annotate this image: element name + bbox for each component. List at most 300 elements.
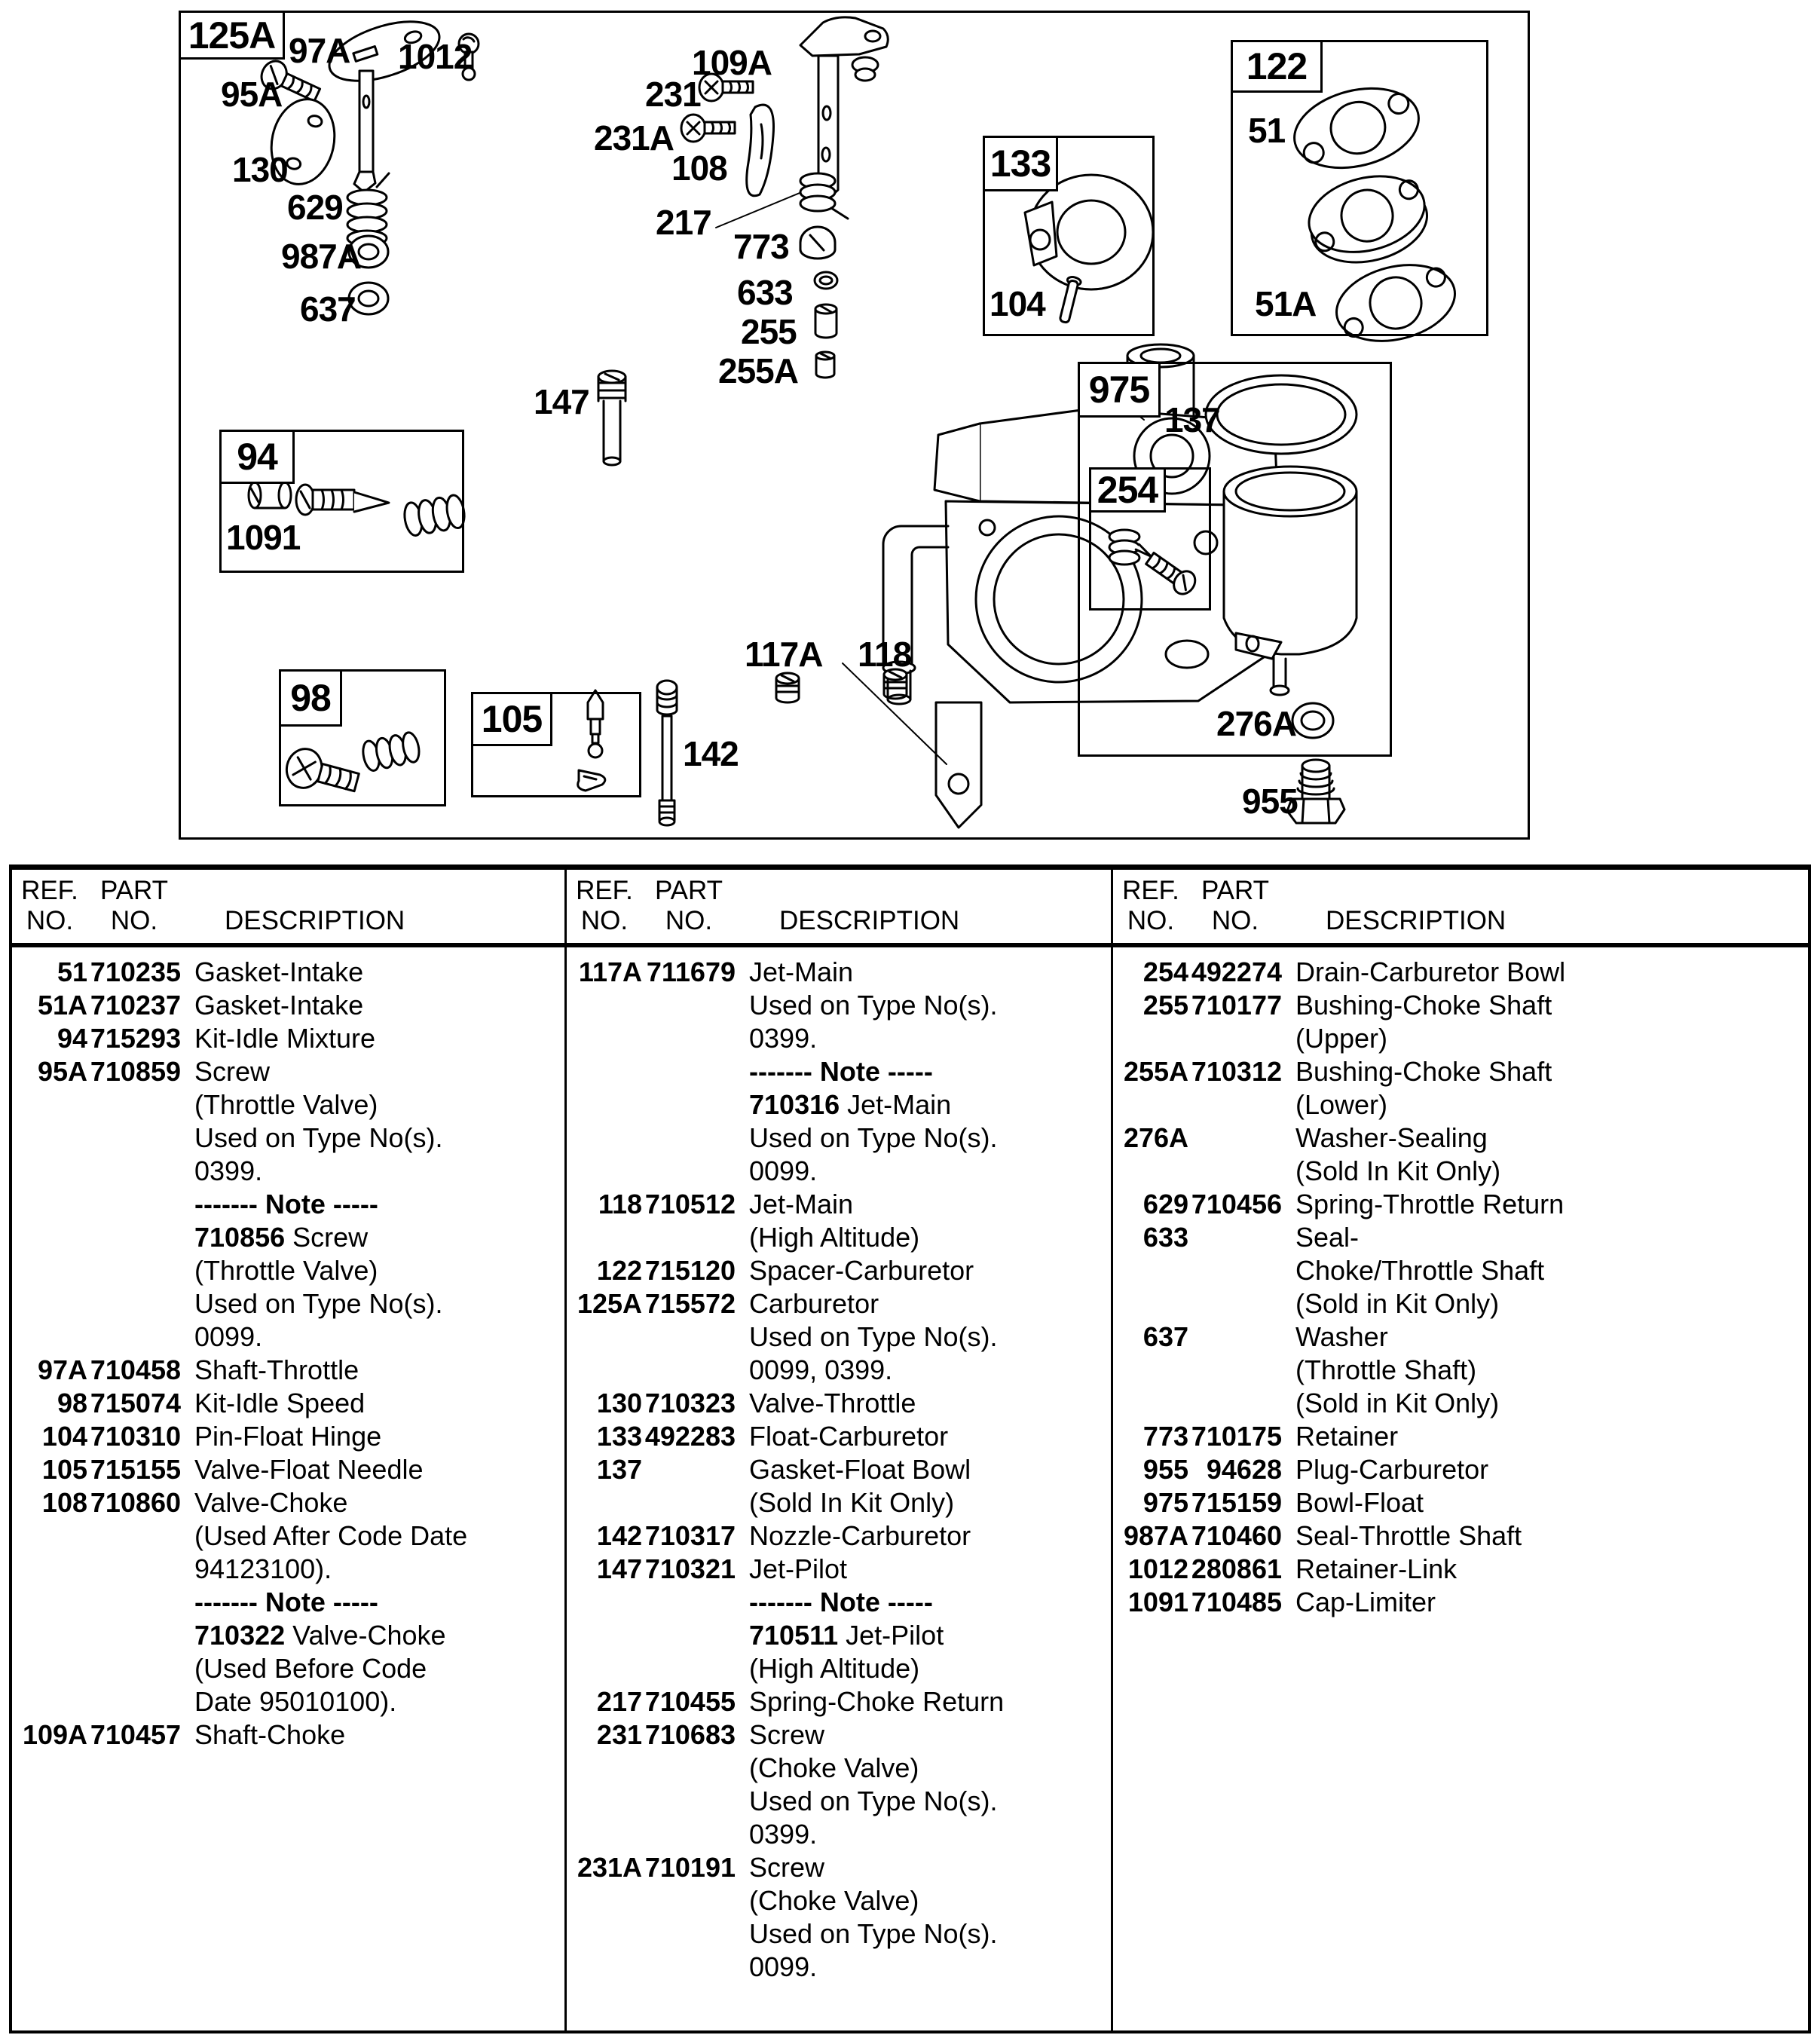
column-body (12, 936, 564, 1752)
description-cell: Jet-Pilot (749, 1553, 848, 1584)
table-row (567, 1320, 1111, 1354)
ref-no-cell: 147 (596, 1553, 642, 1584)
part-no-cell (1188, 1122, 1282, 1155)
header-description (181, 876, 564, 906)
table-row (567, 1088, 1111, 1122)
part-no-cell: 710683 (644, 1719, 736, 1750)
part-label-51: 51 (1248, 111, 1286, 150)
ref-no-cell (1113, 1155, 1188, 1188)
header-ref: NO. (580, 906, 629, 935)
description-cell: 0099. (749, 1155, 818, 1186)
description-cell: Bowl-Float (1295, 1487, 1424, 1518)
part-no-cell (87, 1553, 181, 1586)
ref-no-cell (12, 1155, 87, 1188)
description-cell: Seal-Throttle Shaft (1295, 1520, 1522, 1551)
description-cell: 0399. (194, 1155, 263, 1186)
part-no-cell (87, 1685, 181, 1718)
table-row (567, 1785, 1111, 1818)
part-no-cell (642, 1917, 736, 1951)
description-cell: Retainer (1295, 1421, 1399, 1452)
table-row (567, 1155, 1111, 1188)
table-row (567, 989, 1111, 1022)
description-bold-text: 710322 (194, 1620, 286, 1651)
description-cell: (Sold in Kit Only) (1295, 1288, 1500, 1319)
table-row (1113, 1320, 1808, 1354)
part-label-118: 118 (858, 635, 912, 674)
ref-no-cell (12, 1586, 87, 1619)
part-label-255A: 255A (718, 351, 798, 390)
description-cell: (High Altitude) (749, 1222, 920, 1253)
ref-no-cell (567, 1652, 642, 1685)
ref-no-cell: 217 (596, 1686, 642, 1717)
part-no-cell: 710457 (90, 1719, 181, 1750)
description-cell: Gasket-Float Bowl (749, 1454, 971, 1485)
description-cell: Gasket-Intake (194, 990, 364, 1021)
part-label-137: 137 (1164, 400, 1220, 439)
ref-no-cell (567, 989, 642, 1022)
ref-no-cell: 51A (37, 990, 87, 1021)
column-header-line (567, 876, 1111, 906)
ref-no-cell: 109A (22, 1719, 87, 1750)
table-row (12, 1619, 564, 1652)
part-label-231A: 231A (594, 118, 674, 158)
description-cell: Valve-Choke (194, 1487, 348, 1518)
part-label-51A: 51A (1255, 284, 1317, 323)
ref-no-cell: 1012 (1127, 1553, 1188, 1584)
table-row (12, 1320, 564, 1354)
part-no-cell: 710235 (90, 956, 181, 987)
part-no-cell (87, 1619, 181, 1652)
table-row (1113, 1287, 1808, 1320)
table-row (12, 1685, 564, 1718)
table-row (567, 1652, 1111, 1685)
part-no-cell: 710317 (644, 1520, 736, 1551)
part-no-cell: 715572 (644, 1288, 736, 1319)
table-row (12, 1387, 564, 1420)
table-row (567, 1752, 1111, 1785)
column-header (12, 870, 564, 936)
description-cell: Spacer-Carburetor (749, 1255, 974, 1286)
part-no-cell: 710860 (90, 1487, 181, 1518)
ref-no-cell (1113, 1287, 1188, 1320)
part-no-cell (642, 989, 736, 1022)
table-row (1113, 1453, 1808, 1486)
table-row (567, 1453, 1111, 1486)
part-no-cell: 715155 (90, 1454, 181, 1485)
description-cell: Drain-Carburetor Bowl (1295, 956, 1566, 987)
part-label-629: 629 (287, 188, 343, 227)
ref-no-cell (12, 1221, 87, 1254)
part-label-1091: 1091 (226, 518, 301, 557)
description-cell: Carburetor (749, 1288, 879, 1319)
description-cell: Bushing-Choke Shaft (1295, 990, 1552, 1021)
part-no-cell: 710485 (1191, 1587, 1282, 1617)
part-no-cell: 710237 (90, 990, 181, 1021)
part-no-cell (642, 1785, 736, 1818)
description-cell: 710511 Jet-Pilot (749, 1620, 944, 1651)
column-header-line (12, 906, 564, 936)
description-cell: (Throttle Valve) (194, 1255, 378, 1286)
description-cell: Screw (749, 1852, 825, 1883)
part-no-cell: 94628 (1206, 1454, 1282, 1485)
part-no-cell: 492283 (644, 1421, 736, 1452)
ref-no-cell (567, 1022, 642, 1055)
part-label-147: 147 (534, 382, 589, 421)
header-part: PART (1201, 876, 1270, 905)
description-cell: Used on Type No(s). (749, 990, 998, 1021)
description-cell: Retainer-Link (1295, 1553, 1458, 1584)
table-row (567, 1022, 1111, 1055)
ref-no-cell (12, 1320, 87, 1354)
description-cell: (High Altitude) (749, 1653, 920, 1684)
part-label-142: 142 (683, 734, 739, 773)
description-cell: Shaft-Choke (194, 1719, 346, 1750)
table-row (12, 956, 564, 989)
part-no-cell (642, 1320, 736, 1354)
part-no-cell (642, 1818, 736, 1851)
description-cell: Shaft-Throttle (194, 1354, 359, 1385)
table-row (12, 1652, 564, 1685)
ref-no-cell: 254 (1142, 956, 1188, 987)
group-box-number-98: 98 (279, 669, 342, 727)
part-no-cell: 710512 (644, 1189, 736, 1219)
part-no-cell (87, 1254, 181, 1287)
table-row (12, 1188, 564, 1221)
description-cell: Seal- (1295, 1222, 1360, 1253)
part-no-cell (642, 1221, 736, 1254)
part-label-95A: 95A (221, 75, 283, 114)
ref-no-cell (1113, 1254, 1188, 1287)
part-no-cell (87, 1088, 181, 1122)
ref-no-cell (567, 1155, 642, 1188)
group-box-number-105: 105 (471, 692, 552, 746)
table-row (1113, 1055, 1808, 1088)
ref-no-cell: 975 (1142, 1487, 1188, 1518)
ref-no-cell: 51 (57, 956, 87, 987)
table-row (12, 1354, 564, 1387)
table-row (567, 956, 1111, 989)
part-no-cell (642, 1055, 736, 1088)
description-cell (181, 1188, 564, 1221)
description-cell: (Upper) (1295, 1023, 1388, 1054)
description-cell: Date 95010100). (194, 1686, 397, 1717)
description-cell: Used on Type No(s). (749, 1321, 998, 1352)
ref-no-cell (12, 1122, 87, 1155)
description-cell: (Throttle Valve) (194, 1089, 378, 1120)
description-cell: Used on Type No(s). (194, 1288, 443, 1319)
column-header (1113, 870, 1808, 936)
ref-no-cell: 118 (598, 1189, 642, 1219)
description-cell: Bushing-Choke Shaft (1295, 1056, 1552, 1087)
table-row (12, 1718, 564, 1752)
ref-no-cell (1113, 1354, 1188, 1387)
header-part: NO. (1211, 906, 1259, 935)
table-row (1113, 1553, 1808, 1586)
part-no-cell (642, 1122, 736, 1155)
description-cell: Jet-Main (749, 956, 854, 987)
description-cell: Choke/Throttle Shaft (1295, 1255, 1545, 1286)
table-row (12, 1254, 564, 1287)
group-box-number-94: 94 (219, 430, 295, 484)
table-row (12, 1553, 564, 1586)
description-cell: Kit-Idle Mixture (194, 1023, 376, 1054)
part-no-cell: 710460 (1191, 1520, 1282, 1551)
ref-no-cell (12, 1254, 87, 1287)
table-column-2 (564, 870, 1111, 2030)
table-row (567, 1553, 1111, 1586)
description-cell: Spring-Choke Return (749, 1686, 1005, 1717)
table-row (567, 1122, 1111, 1155)
ref-no-cell (567, 1752, 642, 1785)
header-ref: REF. (576, 876, 633, 905)
ref-no-cell: 137 (596, 1454, 642, 1485)
part-label-987A: 987A (281, 237, 361, 276)
table-row (12, 989, 564, 1022)
table-row (1113, 1088, 1808, 1122)
ref-no-cell: 231 (596, 1719, 642, 1750)
description-cell: 0099. (194, 1321, 263, 1352)
ref-no-cell: 255A (1123, 1056, 1188, 1087)
part-no-cell (1188, 1354, 1282, 1387)
ref-no-cell (567, 1818, 642, 1851)
table-row (12, 1486, 564, 1519)
table-row (12, 1155, 564, 1188)
table-row (567, 1188, 1111, 1221)
table-row (1113, 1486, 1808, 1519)
column-header-line (1113, 876, 1808, 906)
table-row (12, 1088, 564, 1122)
ref-no-cell (567, 1917, 642, 1951)
ref-no-cell: 94 (57, 1023, 87, 1054)
ref-no-cell (567, 1951, 642, 1984)
description-cell: 710856 Screw (194, 1222, 369, 1253)
ref-no-cell: 98 (57, 1388, 87, 1418)
ref-no-cell: 117A (578, 956, 642, 987)
table-row (1113, 1420, 1808, 1453)
table-row (567, 1917, 1111, 1951)
table-header-separator (12, 943, 1808, 947)
part-no-cell (642, 1354, 736, 1387)
part-label-109A: 109A (692, 43, 772, 82)
description-cell: Washer-Sealing (1295, 1122, 1488, 1153)
part-no-cell: 710312 (1191, 1056, 1282, 1087)
table-row (1113, 1221, 1808, 1254)
header-description: DESCRIPTION (225, 906, 405, 935)
part-no-cell (1188, 1088, 1282, 1122)
table-row (567, 1519, 1111, 1553)
description-cell: Float-Carburetor (749, 1421, 949, 1452)
description-bold-text: ------- Note ----- (194, 1189, 378, 1219)
description-cell: Washer (1295, 1321, 1388, 1352)
ref-no-cell (567, 1619, 642, 1652)
ref-no-cell: 130 (596, 1388, 642, 1418)
part-no-cell: 710175 (1191, 1421, 1282, 1452)
description-cell: Plug-Carburetor (1295, 1454, 1489, 1485)
ref-no-cell: 133 (596, 1421, 642, 1452)
header-ref: NO. (26, 906, 74, 935)
column-header (567, 870, 1111, 936)
description-cell: Gasket-Intake (194, 956, 364, 987)
ref-no-cell (12, 1287, 87, 1320)
part-label-130: 130 (232, 150, 288, 189)
part-label-217: 217 (656, 203, 711, 242)
description-cell: 710322 Valve-Choke (194, 1620, 446, 1651)
description-cell: Used on Type No(s). (749, 1122, 998, 1153)
group-box-98 (279, 669, 446, 806)
part-label-231: 231 (645, 75, 701, 114)
ref-no-cell: 104 (41, 1421, 87, 1452)
header-part: NO. (665, 906, 713, 935)
column-header-line (12, 876, 564, 906)
description-cell: Valve-Throttle (749, 1388, 916, 1418)
table-row (12, 1453, 564, 1486)
description-cell: Used on Type No(s). (749, 1918, 998, 1949)
table-row (567, 1055, 1111, 1088)
part-no-cell: 711679 (646, 956, 736, 987)
ref-no-cell (567, 1586, 642, 1619)
description-cell: Valve-Float Needle (194, 1454, 424, 1485)
ref-no-cell: 1091 (1127, 1587, 1188, 1617)
description-cell: 0399. (749, 1819, 818, 1850)
ref-no-cell (12, 1685, 87, 1718)
description-cell: (Lower) (1295, 1089, 1388, 1120)
parts-list-table (9, 864, 1811, 2033)
part-label-1012: 1012 (398, 37, 473, 76)
column-body (1113, 936, 1808, 1619)
description-cell: (Choke Valve) (749, 1752, 919, 1783)
table-row (1113, 956, 1808, 989)
description-cell (181, 1586, 564, 1619)
header-description (1282, 876, 1808, 906)
ref-no-cell (12, 1088, 87, 1122)
description-cell: (Sold in Kit Only) (1295, 1388, 1500, 1418)
part-label-773: 773 (733, 227, 789, 266)
ref-no-cell (567, 1884, 642, 1917)
header-description: DESCRIPTION (1326, 906, 1506, 935)
part-no-cell: 710191 (644, 1852, 736, 1883)
table-row (1113, 1387, 1808, 1420)
part-label-633: 633 (737, 273, 793, 312)
part-label-255: 255 (741, 312, 797, 351)
part-no-cell: 710177 (1191, 990, 1282, 1021)
description-cell: Used on Type No(s). (194, 1122, 443, 1153)
header-part: PART (99, 876, 169, 905)
description-cell: 710316 Jet-Main (749, 1089, 952, 1120)
ref-no-cell (567, 1055, 642, 1088)
table-row (1113, 1354, 1808, 1387)
description-cell: Nozzle-Carburetor (749, 1520, 971, 1551)
table-row (1113, 1254, 1808, 1287)
part-label-97A: 97A (289, 31, 350, 70)
part-no-cell (1188, 1221, 1282, 1254)
part-no-cell (87, 1287, 181, 1320)
description-cell: 94123100). (194, 1553, 332, 1584)
part-no-cell (642, 1022, 736, 1055)
table-row (1113, 1586, 1808, 1619)
part-no-cell (87, 1155, 181, 1188)
description-bold-text: 710856 (194, 1222, 286, 1253)
table-row (1113, 1519, 1808, 1553)
table-row (12, 1022, 564, 1055)
part-no-cell (87, 1586, 181, 1619)
description-cell: Pin-Float Hinge (194, 1421, 382, 1452)
ref-no-cell: 142 (596, 1520, 642, 1551)
ref-no-cell: 122 (596, 1255, 642, 1286)
group-box-number-254: 254 (1089, 467, 1166, 513)
ref-no-cell: 97A (37, 1354, 87, 1385)
ref-no-cell: 955 (1142, 1454, 1188, 1485)
part-no-cell (1188, 1155, 1282, 1188)
part-no-cell (87, 1652, 181, 1685)
header-ref: NO. (1127, 906, 1175, 935)
column-body (567, 936, 1111, 1984)
header-ref: REF. (1122, 876, 1179, 905)
ref-no-cell (567, 1785, 642, 1818)
ref-no-cell (567, 1122, 642, 1155)
part-no-cell: 280861 (1191, 1553, 1282, 1584)
description-cell: (Sold In Kit Only) (749, 1487, 955, 1518)
part-no-cell (87, 1519, 181, 1553)
description-cell: (Used Before Code (194, 1653, 427, 1684)
part-no-cell (642, 1752, 736, 1785)
ref-no-cell: 773 (1142, 1421, 1188, 1452)
part-no-cell: 715120 (644, 1255, 736, 1286)
table-row (1113, 989, 1808, 1022)
ref-no-cell: 637 (1142, 1321, 1188, 1352)
ref-no-cell (12, 1553, 87, 1586)
table-row (12, 1287, 564, 1320)
ref-no-cell: 629 (1142, 1189, 1188, 1219)
part-no-cell (1188, 1387, 1282, 1420)
description-bold-text: ------- Note ----- (749, 1587, 933, 1617)
part-no-cell (1188, 1320, 1282, 1354)
ref-no-cell (1113, 1022, 1188, 1055)
description-cell: (Throttle Shaft) (1295, 1354, 1477, 1385)
part-no-cell (87, 1122, 181, 1155)
description-cell: Kit-Idle Speed (194, 1388, 366, 1418)
description-cell: (Used After Code Date (194, 1520, 468, 1551)
part-label-276A: 276A (1216, 704, 1296, 743)
part-no-cell (642, 1453, 736, 1486)
part-no-cell (642, 1586, 736, 1619)
table-row (1113, 1188, 1808, 1221)
header-ref: REF. (21, 876, 78, 905)
part-label-104: 104 (990, 284, 1045, 323)
table-row (567, 1287, 1111, 1320)
part-no-cell (1188, 1287, 1282, 1320)
group-box-254 (1089, 467, 1211, 610)
ref-no-cell: 231A (577, 1852, 642, 1883)
description-bold-text: 710511 (749, 1620, 839, 1651)
description-cell: Used on Type No(s). (749, 1786, 998, 1816)
description-cell: 0099, 0399. (749, 1354, 893, 1385)
ref-no-cell (567, 1320, 642, 1354)
part-no-cell (1188, 1022, 1282, 1055)
group-box-number-125A: 125A (179, 11, 285, 60)
table-column-1 (12, 870, 564, 2030)
description-cell (736, 1055, 1111, 1088)
part-no-cell (642, 1652, 736, 1685)
table-row (567, 1486, 1111, 1519)
description-cell: Screw (749, 1719, 825, 1750)
ref-no-cell (567, 1354, 642, 1387)
table-row (12, 1221, 564, 1254)
description-cell: 0399. (749, 1023, 818, 1054)
table-row (567, 1221, 1111, 1254)
ref-no-cell (567, 1088, 642, 1122)
description-cell: Spring-Throttle Return (1295, 1189, 1565, 1219)
group-box-number-975: 975 (1078, 362, 1161, 418)
